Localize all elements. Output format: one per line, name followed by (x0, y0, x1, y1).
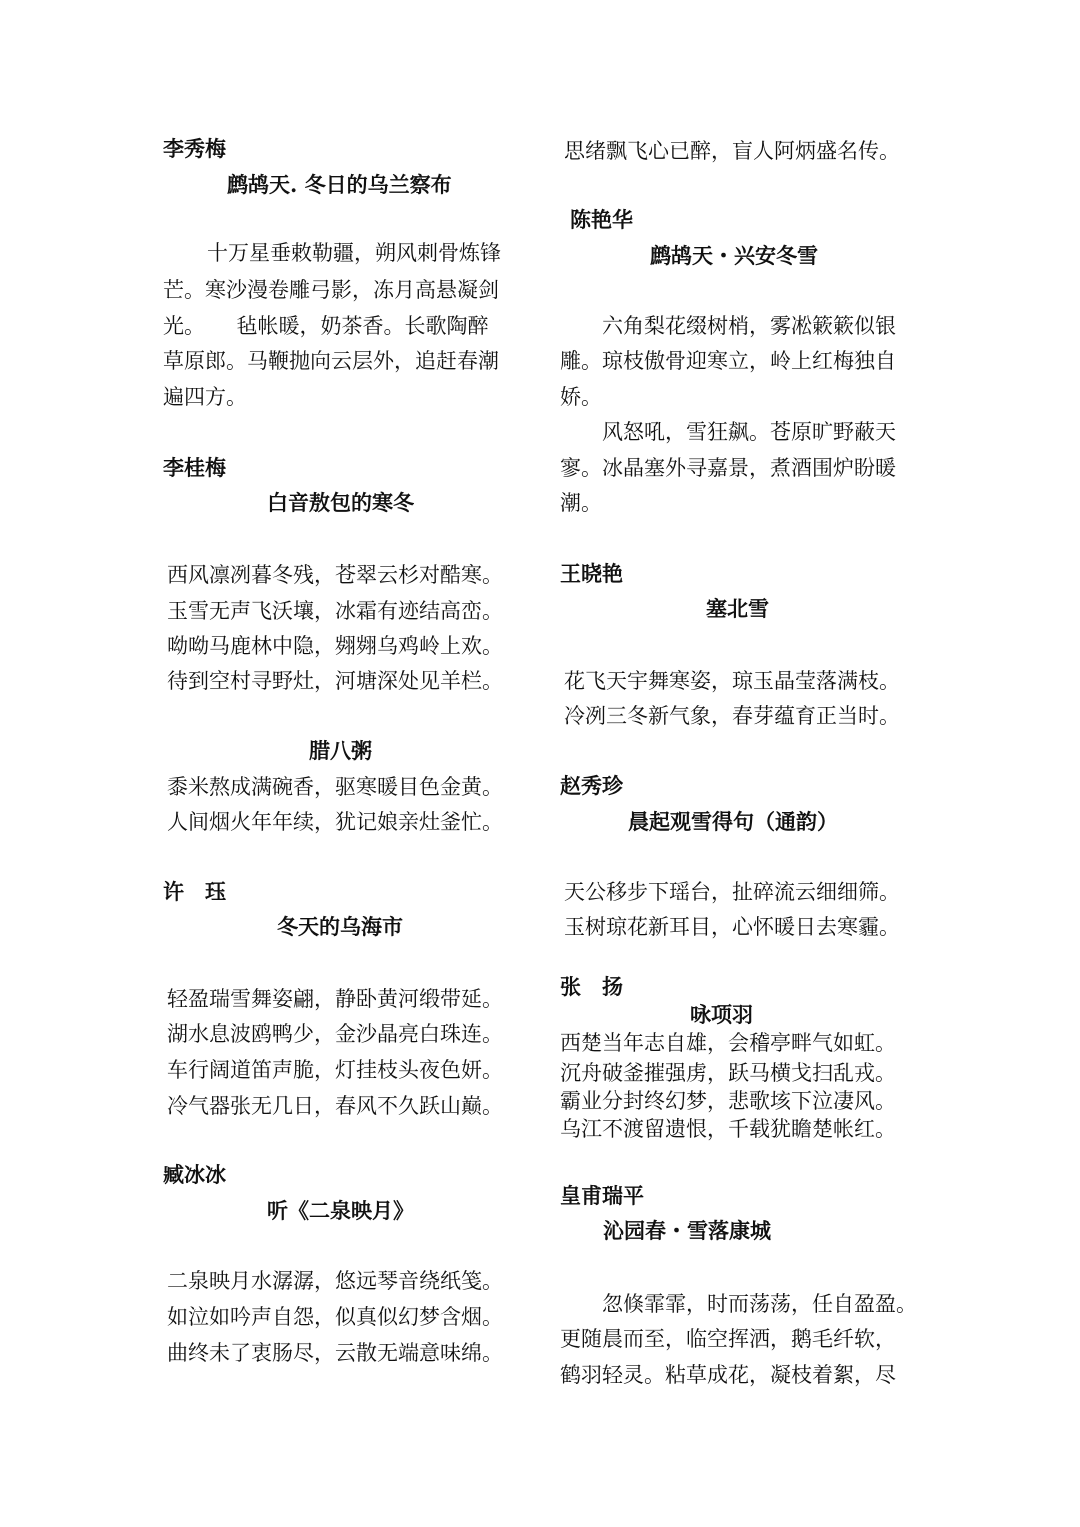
poem-line: 鹤羽轻灵。粘草成花，凝枝着絮，尽 (560, 1363, 896, 1387)
poem-line: 人间烟火年年续，犹记娘亲灶釜忙。 (167, 810, 503, 834)
poem-line: 乌江不渡留遗恨，千载犹瞻楚帐红。 (560, 1117, 896, 1141)
poem-line: 芒。寒沙漫卷雕弓影，冻月高悬凝剑 (163, 278, 499, 302)
poem-line: 雕。琼枝傲骨迎寒立，岭上红梅独自 (560, 349, 896, 373)
poem-line: 轻盈瑞雪舞姿翩，静卧黄河缎带延。 (167, 987, 503, 1011)
author-name: 李秀梅 (163, 136, 226, 161)
poem-title: 鹧鸪天・兴安冬雪 (650, 243, 818, 268)
author-name: 皇甫瑞平 (560, 1183, 644, 1208)
poem-title: 咏项羽 (690, 1002, 753, 1027)
author-name: 赵秀珍 (560, 773, 623, 798)
author-name: 张 扬 (560, 974, 623, 999)
poem-line: 冷气器张无几日，春风不久跃山巅。 (167, 1094, 503, 1118)
poem-line: 忽倏霏霏，时而荡荡，任自盈盈。 (602, 1292, 917, 1316)
poem-line: 西风凛冽暮冬残，苍翠云杉对酷寒。 (167, 563, 503, 587)
poem-line: 娇。 (560, 385, 602, 409)
poem-line: 更随晨而至，临空挥洒，鹅毛纤软， (560, 1327, 896, 1351)
poem-line: 思绪飘飞心已醉，盲人阿炳盛名传。 (564, 139, 900, 163)
poem-line: 潮。 (560, 491, 602, 515)
poem-line: 湖水息波鸥鸭少，金沙晶亮白珠连。 (167, 1022, 503, 1046)
poem-line: 霸业分封终幻梦，悲歌垓下泣凄风。 (560, 1089, 896, 1113)
poem-line: 风怒吼，雪狂飙。苍原旷野蔽天 (602, 420, 896, 444)
poem-line: 待到空村寻野灶，河塘深处见羊栏。 (167, 669, 503, 693)
poem-title: 塞北雪 (706, 596, 769, 621)
poem-line: 花飞天宇舞寒姿，琼玉晶莹落满枝。 (564, 669, 900, 693)
poem-line: 呦呦马鹿林中隐，翙翙乌鸡岭上欢。 (167, 634, 503, 658)
poem-title: 晨起观雪得句（通韵） (628, 809, 838, 834)
poem-line: 六角梨花缀树梢，雾凇簌簌似银 (602, 314, 896, 338)
poem-title: 腊八粥 (309, 738, 372, 763)
poem-line: 草原郎。马鞭抛向云层外，追赶春潮 (163, 349, 499, 373)
poem-line: 寥。冰晶塞外寻嘉景，煮酒围炉盼暖 (560, 456, 896, 480)
author-name: 李桂梅 (163, 455, 226, 480)
poem-line: 沉舟破釜摧强虏，跃马横戈扫乱戎。 (560, 1061, 896, 1085)
poem-line: 西楚当年志自雄，会稽亭畔气如虹。 (560, 1031, 896, 1055)
poem-title: 鹧鸪天. 冬日的乌兰察布 (227, 172, 452, 197)
poem-line: 玉雪无声飞沃壤，冰霜有迹结高峦。 (167, 599, 503, 623)
poem-line: 冷冽三冬新气象，春芽蕴育正当时。 (564, 704, 900, 728)
author-name: 陈艳华 (570, 207, 633, 232)
poem-line: 天公移步下瑶台，扯碎流云细细筛。 (564, 880, 900, 904)
author-name: 许 珏 (163, 879, 226, 904)
poem-line: 如泣如吟声自怨，似真似幻梦含烟。 (167, 1305, 503, 1329)
poem-line: 遍四方。 (163, 385, 247, 409)
poem-line: 黍米熬成满碗香，驱寒暖目色金黄。 (167, 775, 503, 799)
author-name: 臧冰冰 (163, 1162, 226, 1187)
poem-title: 冬天的乌海市 (277, 914, 403, 939)
poem-line: 二泉映月水潺潺，悠远琴音绕纸笺。 (167, 1269, 503, 1293)
poem-title: 白音敖包的寒冬 (267, 490, 414, 515)
poem-line: 光。 毡帐暖，奶茶香。长歌陶醉 (163, 314, 489, 338)
poem-line: 车行阔道笛声脆，灯挂枝头夜色妍。 (167, 1058, 503, 1082)
poem-title: 沁园春・雪落康城 (603, 1218, 771, 1243)
poem-line: 十万星垂敕勒疆，朔风刺骨炼锋 (207, 241, 501, 265)
poem-title: 听《二泉映月》 (267, 1198, 414, 1223)
poem-line: 曲终未了衷肠尽，云散无端意味绵。 (167, 1341, 503, 1365)
author-name: 王晓艳 (560, 561, 623, 586)
poem-line: 玉树琼花新耳目，心怀暖日去寒霾。 (564, 915, 900, 939)
